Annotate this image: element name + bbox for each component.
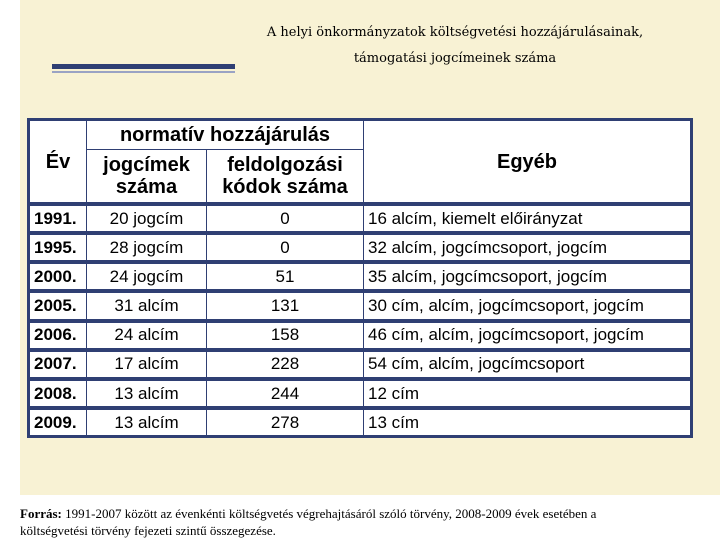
cell-kod: 158: [207, 321, 364, 350]
header-egyeb: Egyéb: [364, 121, 691, 205]
cell-jogcim: 31 alcím: [87, 291, 207, 320]
table-row: [30, 291, 691, 320]
cell-year: 2009.: [30, 408, 87, 435]
cell-jogcim: 24 jogcím: [87, 262, 207, 291]
cell-year: 2005.: [30, 291, 87, 320]
accent-bar-thin: [52, 71, 235, 73]
header-jogcimek: jogcímek száma: [87, 150, 207, 205]
cell-kod: 278: [207, 408, 364, 435]
source-label: Forrás:: [20, 506, 62, 521]
cell-egyeb: 13 cím: [364, 408, 691, 435]
cell-kod: 228: [207, 350, 364, 379]
table-row: [30, 262, 691, 291]
cell-jogcim: 20 jogcím: [87, 204, 207, 233]
cell-jogcim: 13 alcím: [87, 379, 207, 408]
cell-year: 2007.: [30, 350, 87, 379]
cell-egyeb: 32 alcím, jogcímcsoport, jogcím: [364, 233, 691, 262]
cell-egyeb: 54 cím, alcím, jogcímcsoport: [364, 350, 691, 379]
cell-kod: 244: [207, 379, 364, 408]
cell-jogcim: 13 alcím: [87, 408, 207, 435]
cell-year: 1991.: [30, 204, 87, 233]
header-kodok: feldolgozási kódok száma: [207, 150, 364, 205]
accent-bar: [52, 64, 235, 69]
source-note: [20, 505, 620, 539]
cell-kod: 131: [207, 291, 364, 320]
cell-jogcim: 24 alcím: [87, 321, 207, 350]
data-table: [27, 118, 693, 438]
cell-kod: 51: [207, 262, 364, 291]
cell-egyeb: 12 cím: [364, 379, 691, 408]
table-row: [30, 350, 691, 379]
source-text: 1991-2007 között az évenkénti költségvetés végrehajtásáról szóló törvény, 2008-2009 évek esetében a költségvetési törvény fejezeti szintű összegezése.: [20, 506, 597, 538]
header-year: Év: [30, 121, 87, 205]
header-normativ: normatív hozzájárulás: [87, 121, 364, 150]
cell-year: 2006.: [30, 321, 87, 350]
cell-jogcim: 28 jogcím: [87, 233, 207, 262]
cell-egyeb: 35 alcím, jogcímcsoport, jogcím: [364, 262, 691, 291]
page-title: A helyi önkormányzatok költségvetési hozzájárulásainak, támogatási jogcímeinek száma: [266, 25, 644, 66]
cell-egyeb: 16 alcím, kiemelt előirányzat: [364, 204, 691, 233]
cell-jogcim: 17 alcím: [87, 350, 207, 379]
table-row: [30, 233, 691, 262]
cell-year: 2008.: [30, 379, 87, 408]
cell-year: 2000.: [30, 262, 87, 291]
cell-kod: 0: [207, 204, 364, 233]
cell-year: 1995.: [30, 233, 87, 262]
table-row: [30, 321, 691, 350]
cell-egyeb: 46 cím, alcím, jogcímcsoport, jogcím: [364, 321, 691, 350]
cell-kod: 0: [207, 233, 364, 262]
cell-egyeb: 30 cím, alcím, jogcímcsoport, jogcím: [364, 291, 691, 320]
table-row: [30, 204, 691, 233]
table-row: [30, 379, 691, 408]
table-row: [30, 408, 691, 435]
